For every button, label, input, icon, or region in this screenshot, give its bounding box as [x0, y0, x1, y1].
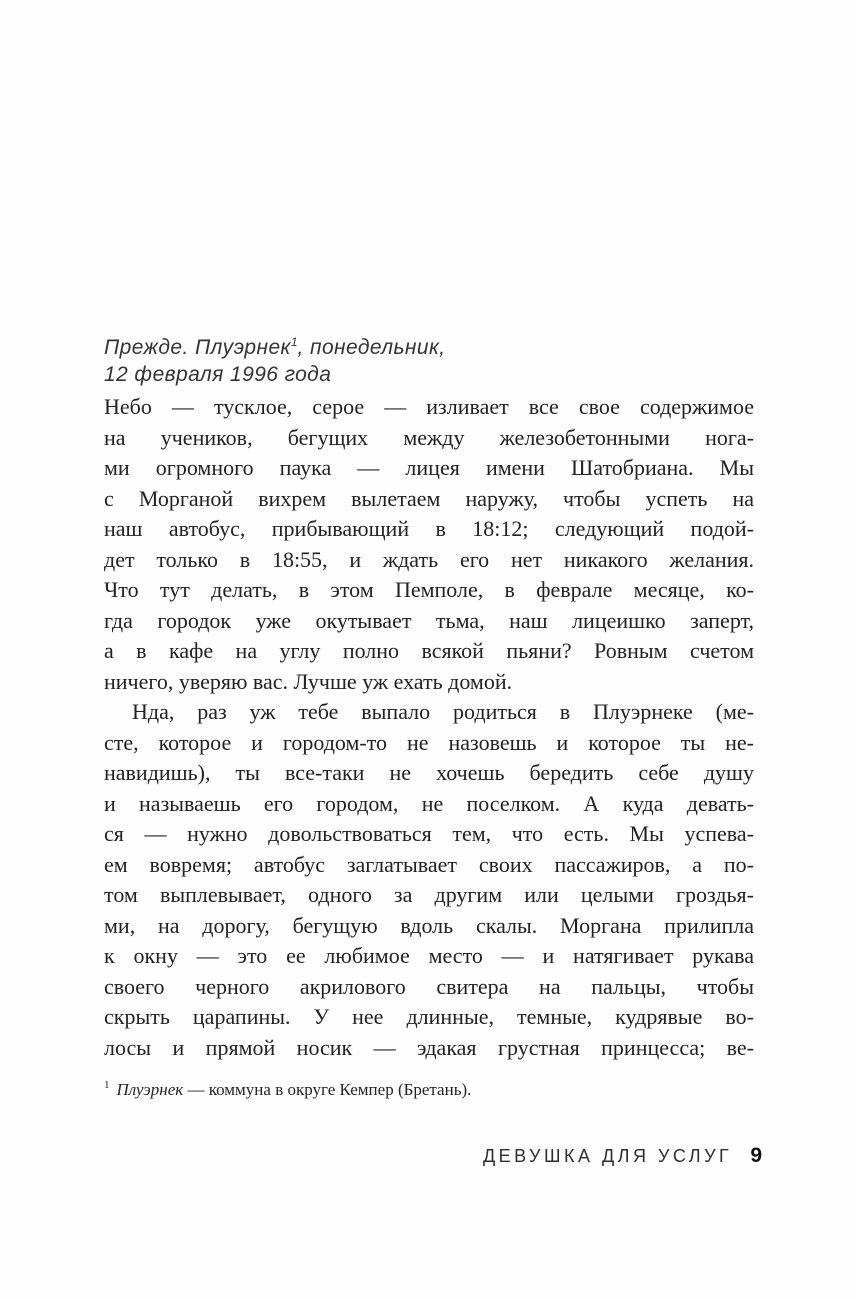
page-number: 9: [750, 1144, 762, 1167]
text-line: ем вовремя; автобус заглатывает своих пассажиров, а по-: [104, 851, 754, 877]
text-line: навидишь), ты все-таки не хочешь бередить себе душу: [104, 760, 754, 785]
footnote-term: Плуэрнек: [116, 1080, 184, 1099]
text-line: Что тут делать, в этом Пемполе, в феврале месяце, ко-: [104, 577, 754, 602]
text-line: ми, на дорогу, бегущую вдоль скалы. Моргана прилипла: [104, 912, 754, 938]
paragraph: [104, 392, 754, 697]
body-text-block: [104, 392, 754, 1063]
footnote-reference: 1: [290, 335, 298, 349]
text-line: с Морганой вихрем вылетаем наружу, чтобы успеть на: [104, 485, 754, 511]
chapter-heading-line-2: 12 февраля 1996 года: [104, 363, 332, 386]
footnote: [104, 1078, 754, 1102]
text-line: наш автобус, прибывающий в 18:12; следующий подой-: [104, 516, 754, 541]
text-line: к окну — это ее любимое место — и натягивает рукава: [104, 943, 754, 968]
text-line: дет только в 18:55, и ждать его нет никакого желания.: [104, 546, 754, 572]
text-line: лосы и прямой носик — эдакая грустная принцесса; ве-: [104, 1034, 754, 1060]
running-footer: [483, 1144, 762, 1168]
text-line: а в кафе на углу полно всякой пьяни? Ровным счетом: [104, 638, 754, 663]
text-line: своего черного акрилового свитера на пальцы, чтобы: [104, 973, 754, 999]
text-line: ничего, уверяю вас. Лучше уж ехать домой.: [104, 668, 513, 694]
paragraph: [104, 697, 754, 1063]
text-line: ми огромного паука — лицея имени Шатобриана. Мы: [104, 455, 754, 480]
heading-text-after-ref: , понедельник,: [297, 336, 446, 359]
book-title: ДЕВУШКА ДЛЯ УСЛУГ: [482, 1146, 733, 1166]
chapter-heading-line-1: [104, 334, 754, 361]
text-line: и называешь его городом, не поселком. А куда девать-: [104, 790, 754, 816]
footnote-marker: 1: [104, 1079, 110, 1092]
footnote-text: — коммуна в округе Кемпер (Бретань).: [187, 1080, 472, 1099]
text-line: том выплевывает, одного за другим или целыми гроздья-: [104, 882, 754, 907]
text-line: Нда, раз уж тебе выпало родиться в Плуэрнеке (ме-: [132, 699, 754, 724]
text-line: скрыть царапины. У нее длинные, темные, кудрявые во-: [104, 1004, 754, 1029]
heading-text-before-ref: Прежде. Плуэрнек: [104, 336, 291, 359]
text-line: ся — нужно довольствоваться тем, что есть. Мы успева-: [104, 821, 754, 846]
text-line: Небо — тусклое, серое — изливает все свое содержимое: [104, 394, 754, 419]
text-line: на учеников, бегущих между железобетонными нога-: [104, 424, 754, 450]
text-line: сте, которое и городом-то не назовешь и которое ты не-: [104, 729, 754, 755]
chapter-heading: [104, 334, 754, 388]
text-line: гда городок уже окутывает тьма, наш лицеишко заперт,: [104, 607, 754, 633]
